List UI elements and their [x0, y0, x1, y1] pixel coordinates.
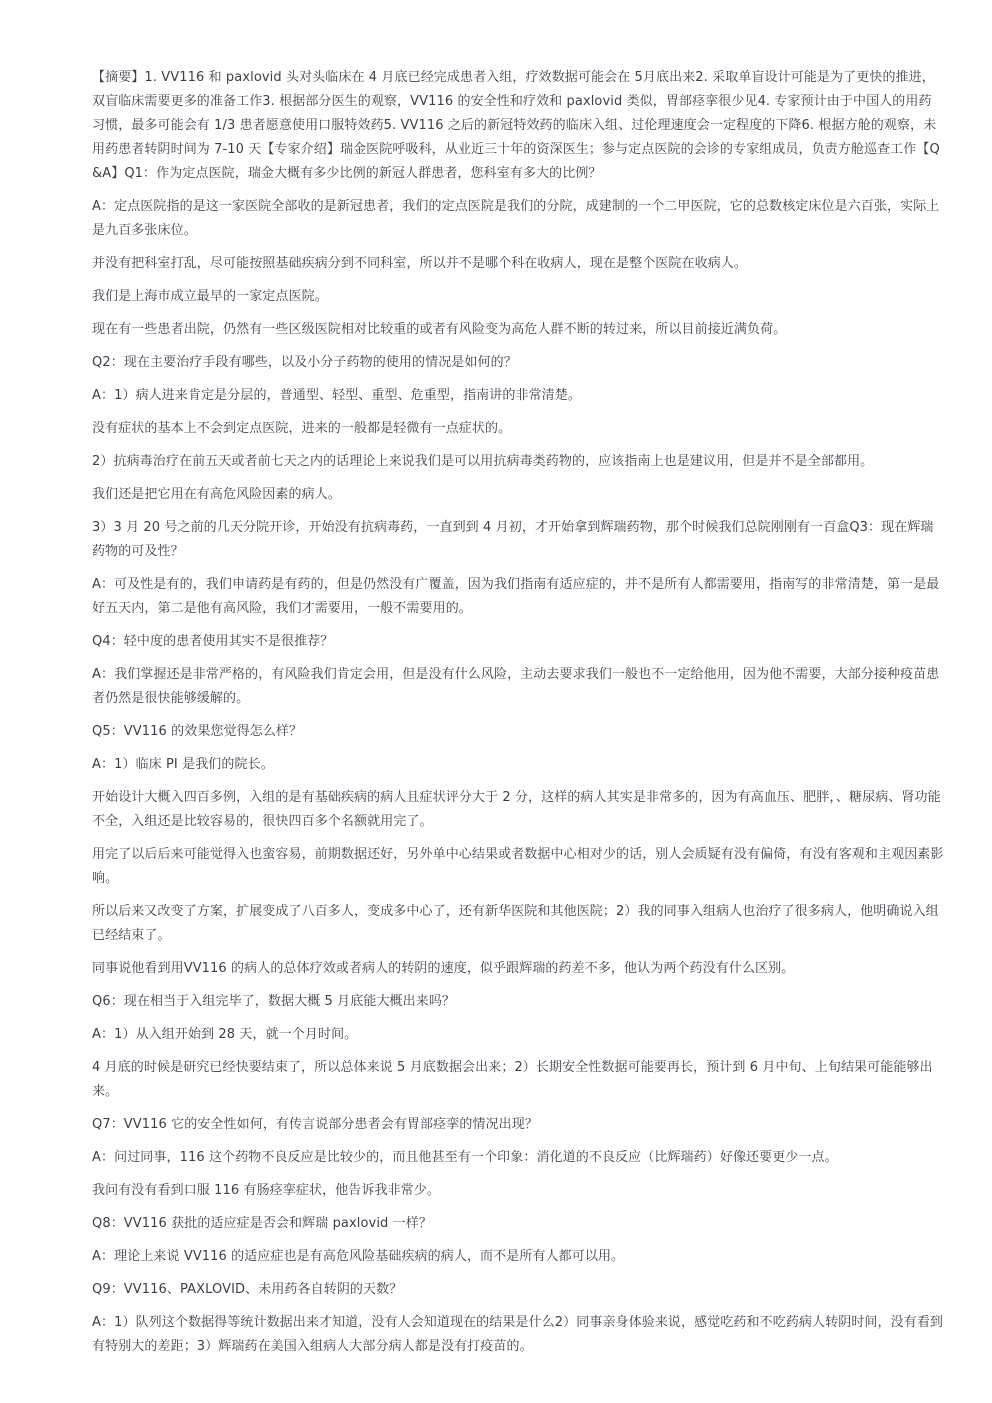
answer-paragraph: A：1）临床 PI 是我们的院长。 [92, 757, 274, 772]
answer-paragraph: A：理论上来说 VV116 的适应症也是有高危风险基础疾病的病人，而不是所有人都可以用。 [92, 1249, 625, 1264]
question-paragraph: Q4：轻中度的患者使用其实不是很推荐？ [92, 634, 334, 649]
answer-paragraph: A：1）病人进来肯定是分层的，普通型、轻型、重型、危重型，指南讲的非常清楚。 [92, 388, 581, 403]
question-paragraph: Q9：VV116、PAXLOVID、未用药各自转阴的天数？ [92, 1282, 403, 1297]
question-paragraph: Q7：VV116 它的安全性如何，有传言说部分患者会有胃部痉挛的情况出现？ [92, 1117, 538, 1132]
question-paragraph: Q8：VV116 获批的适应症是否会和辉瑞 paxlovid 一样？ [92, 1216, 432, 1231]
answer-paragraph: A：可及性是有的，我们申请药是有药的，但是仍然没有广覆盖，因为我们指南有适应症的，并不是所有人都需要用，指南写的非常清楚，第一是最好五天内，第二是他有高风险，我们才需要用，一般不需要用的。 [92, 577, 940, 616]
summary-paragraph: 【摘要】1. VV116 和 paxlovid 头对头临床在 4 月底已经完成患者入组，疗效数据可能会在 5月底出来2. 采取单盲设计可能是为了更快的推进，双盲临床需要更多的准备工作3. 根据部分医生的观察，VV116 的安全性和疗效和 paxlovid 类似，胃部痉挛很少见4. 专家预计由于中国人的用药习惯，最多可能会有 1/3 患者愿意使用口服特效药5. VV116 之后的新冠特效药的临床入组、过伦理速度会一定程度的下降6. 根据方舱的观察，未用药患者转阴时间为 7-10 天【专家介绍】瑞金医院呼吸科，从业近三十年的资深医生；参与定点医院的会诊的专家组成员，负责方舱巡查工作【Q&A】Q1：作为定点医院，瑞金大概有多少比例的新冠人群患者，您科室有多大的比例？ [92, 70, 940, 181]
answer-paragraph: A：1）队列这个数据得等统计数据出来才知道，没有人会知道现在的结果是什么2）同事亲身体验来说，感觉吃药和不吃药病人转阴时间，没有看到有特别大的差距；3）辉瑞药在美国入组病人大部分病人都是没有打疫苗的。 [92, 1315, 944, 1354]
body-paragraph: 我们是上海市成立最早的一家定点医院。 [92, 289, 328, 304]
answer-paragraph: A：定点医院指的是这一家医院全部收的是新冠患者，我们的定点医院是我们的分院，成建制的一个二甲医院，它的总数核定床位是六百张，实际上是九百多张床位。 [92, 199, 940, 238]
body-paragraph: 我问有没有看到口服 116 有肠痉挛症状，他告诉我非常少。 [92, 1183, 440, 1198]
body-paragraph: 并没有把科室打乱，尽可能按照基础疾病分到不同科室，所以并不是哪个科在收病人，现在是整个医院在收病人。 [92, 256, 748, 271]
document-body [92, 66, 944, 1368]
answer-paragraph: A：我们掌握还是非常严格的，有风险我们肯定会用，但是没有什么风险，主动去要求我们一般也不一定给他用，因为他不需要，大部分接种疫苗患者仍然是很快能够缓解的。 [92, 667, 940, 706]
answer-paragraph: A：1）从入组开始到 28 天，就一个月时间。 [92, 1027, 358, 1042]
body-paragraph: 3）3 月 20 号之前的几天分院开诊，开始没有抗病毒药，一直到到 4 月初，才开始拿到辉瑞药物，那个时候我们总院刚刚有一百盒Q3：现在辉瑞药物的可及性？ [92, 520, 934, 559]
question-paragraph: Q2：现在主要治疗手段有哪些，以及小分子药物的使用的情况是如何的？ [92, 355, 517, 370]
answer-paragraph: A：问过同事，116 这个药物不良反应是比较少的，而且他甚至有一个印象：消化道的不良反应（比辉瑞药）好像还要更少一点。 [92, 1150, 838, 1165]
question-paragraph: Q6：现在相当于入组完毕了，数据大概 5 月底能大概出来吗？ [92, 994, 456, 1009]
body-paragraph: 没有症状的基本上不会到定点医院，进来的一般都是轻微有一点症状的。 [92, 421, 512, 436]
body-paragraph: 我们还是把它用在有高危风险因素的病人。 [92, 487, 341, 502]
question-paragraph: Q5：VV116 的效果您觉得怎么样？ [92, 724, 303, 739]
body-paragraph: 开始设计大概入四百多例，入组的是有基础疾病的病人且症状评分大于 2 分，这样的病人其实是非常多的，因为有高血压、肥胖，、糖尿病、肾功能不全，入组还是比较容易的，很快四百多个名额就用完了。 [92, 790, 941, 829]
body-paragraph: 4 月底的时候是研究已经快要结束了，所以总体来说 5 月底数据会出来；2）长期安全性数据可能要再长，预计到 6 月中旬、上旬结果可能能够出来。 [92, 1060, 933, 1099]
body-paragraph: 同事说他看到用VV116 的病人的总体疗效或者病人的转阴的速度，似乎跟辉瑞的药差不多，他认为两个药没有什么区别。 [92, 961, 795, 976]
body-paragraph: 现在有一些患者出院，仍然有一些区级医院相对比较重的或者有风险变为高危人群不断的转过来，所以目前接近满负荷。 [92, 322, 787, 337]
body-paragraph: 2）抗病毒治疗在前五天或者前七天之内的话理论上来说我们是可以用抗病毒类药物的，应该指南上也是建议用，但是并不是全部都用。 [92, 454, 874, 469]
body-paragraph: 所以后来又改变了方案，扩展变成了八百多人，变成多中心了，还有新华医院和其他医院；2）我的同事入组病人也治疗了很多病人，他明确说入组已经结束了。 [92, 904, 939, 943]
body-paragraph: 用完了以后后来可能觉得入也蛮容易，前期数据还好，另外单中心结果或者数据中心相对少的话，别人会质疑有没有偏倚，有没有客观和主观因素影响。 [92, 847, 944, 886]
